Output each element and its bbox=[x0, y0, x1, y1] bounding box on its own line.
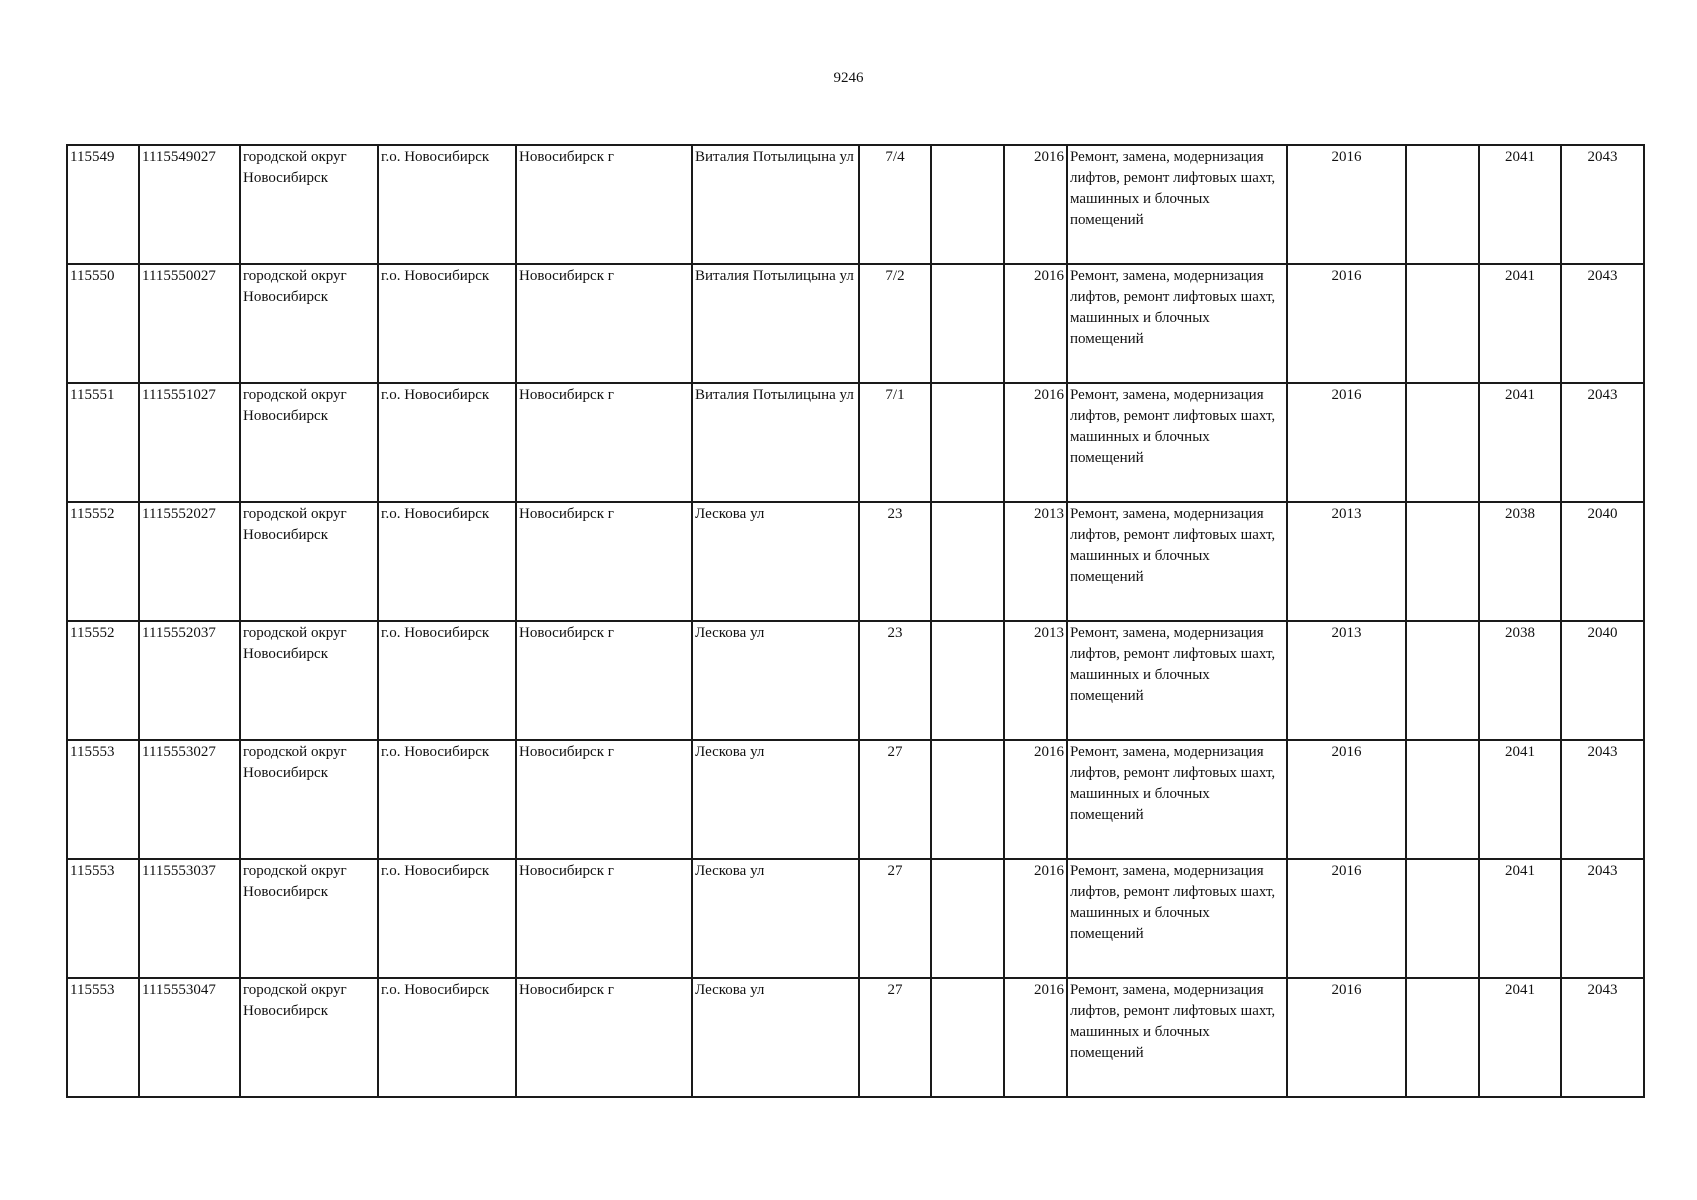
municipality-cell: городской округ Новосибирск bbox=[240, 621, 378, 740]
element-id-cell: 1115553037 bbox=[139, 859, 240, 978]
year-cell: 2016 bbox=[1004, 383, 1067, 502]
element-id-cell: 1115553047 bbox=[139, 978, 240, 1097]
table-row bbox=[67, 859, 1644, 978]
locality-cell: Новосибирск г bbox=[516, 502, 692, 621]
planned-start-year-cell: 2041 bbox=[1479, 145, 1561, 264]
house-id-cell: 115552 bbox=[67, 621, 139, 740]
planned-start-year-cell: 2038 bbox=[1479, 502, 1561, 621]
planned-start-year-cell: 2041 bbox=[1479, 978, 1561, 1097]
empty-cell bbox=[931, 740, 1004, 859]
municipality-cell: городской округ Новосибирск bbox=[240, 978, 378, 1097]
empty-cell bbox=[931, 978, 1004, 1097]
planned-start-year-cell: 2041 bbox=[1479, 383, 1561, 502]
house-id-cell: 115549 bbox=[67, 145, 139, 264]
planned-end-year-cell: 2043 bbox=[1561, 978, 1644, 1097]
element-id-cell: 1115551027 bbox=[139, 383, 240, 502]
element-id-cell: 1115552027 bbox=[139, 502, 240, 621]
year-cell: 2016 bbox=[1004, 859, 1067, 978]
table-row bbox=[67, 383, 1644, 502]
house-number-cell: 27 bbox=[859, 740, 931, 859]
house-id-cell: 115551 bbox=[67, 383, 139, 502]
street-cell: Лескова ул bbox=[692, 502, 859, 621]
settlement-cell: г.о. Новосибирск bbox=[378, 264, 516, 383]
table-row bbox=[67, 621, 1644, 740]
municipality-cell: городской округ Новосибирск bbox=[240, 859, 378, 978]
street-cell: Виталия Потылицына ул bbox=[692, 264, 859, 383]
table-row bbox=[67, 502, 1644, 621]
table-row bbox=[67, 264, 1644, 383]
planned-end-year-cell: 2043 bbox=[1561, 264, 1644, 383]
locality-cell: Новосибирск г bbox=[516, 264, 692, 383]
planned-start-year-cell: 2041 bbox=[1479, 264, 1561, 383]
empty-cell bbox=[931, 383, 1004, 502]
last-repair-year-cell: 2016 bbox=[1287, 859, 1406, 978]
year-cell: 2013 bbox=[1004, 502, 1067, 621]
house-number-cell: 27 bbox=[859, 978, 931, 1097]
work-type-cell: Ремонт, замена, модернизация лифтов, ремонт лифтовых шахт, машинных и блочных помещений bbox=[1067, 502, 1287, 621]
street-cell: Виталия Потылицына ул bbox=[692, 145, 859, 264]
planned-end-year-cell: 2040 bbox=[1561, 502, 1644, 621]
register-body bbox=[67, 145, 1644, 1097]
year-cell: 2013 bbox=[1004, 621, 1067, 740]
element-id-cell: 1115552037 bbox=[139, 621, 240, 740]
work-type-cell: Ремонт, замена, модернизация лифтов, ремонт лифтовых шахт, машинных и блочных помещений bbox=[1067, 264, 1287, 383]
page-number: 9246 bbox=[833, 70, 864, 86]
element-id-cell: 1115549027 bbox=[139, 145, 240, 264]
locality-cell: Новосибирск г bbox=[516, 621, 692, 740]
locality-cell: Новосибирск г bbox=[516, 145, 692, 264]
last-repair-year-cell: 2016 bbox=[1287, 978, 1406, 1097]
year-cell: 2016 bbox=[1004, 978, 1067, 1097]
planned-end-year-cell: 2043 bbox=[1561, 740, 1644, 859]
municipality-cell: городской округ Новосибирск bbox=[240, 502, 378, 621]
house-id-cell: 115552 bbox=[67, 502, 139, 621]
empty-cell bbox=[931, 859, 1004, 978]
empty-cell bbox=[1406, 145, 1479, 264]
house-id-cell: 115553 bbox=[67, 859, 139, 978]
house-number-cell: 23 bbox=[859, 621, 931, 740]
empty-cell bbox=[1406, 740, 1479, 859]
last-repair-year-cell: 2013 bbox=[1287, 502, 1406, 621]
street-cell: Лескова ул bbox=[692, 621, 859, 740]
planned-start-year-cell: 2041 bbox=[1479, 740, 1561, 859]
year-cell: 2016 bbox=[1004, 145, 1067, 264]
house-id-cell: 115550 bbox=[67, 264, 139, 383]
municipality-cell: городской округ Новосибирск bbox=[240, 383, 378, 502]
year-cell: 2016 bbox=[1004, 740, 1067, 859]
house-number-cell: 7/4 bbox=[859, 145, 931, 264]
table-row bbox=[67, 145, 1644, 264]
house-number-cell: 27 bbox=[859, 859, 931, 978]
settlement-cell: г.о. Новосибирск bbox=[378, 502, 516, 621]
locality-cell: Новосибирск г bbox=[516, 859, 692, 978]
planned-end-year-cell: 2043 bbox=[1561, 145, 1644, 264]
planned-start-year-cell: 2041 bbox=[1479, 859, 1561, 978]
element-id-cell: 1115553027 bbox=[139, 740, 240, 859]
street-cell: Лескова ул bbox=[692, 859, 859, 978]
house-id-cell: 115553 bbox=[67, 740, 139, 859]
municipality-cell: городской округ Новосибирск bbox=[240, 145, 378, 264]
locality-cell: Новосибирск г bbox=[516, 740, 692, 859]
last-repair-year-cell: 2016 bbox=[1287, 145, 1406, 264]
work-type-cell: Ремонт, замена, модернизация лифтов, ремонт лифтовых шахт, машинных и блочных помещений bbox=[1067, 621, 1287, 740]
work-type-cell: Ремонт, замена, модернизация лифтов, ремонт лифтовых шахт, машинных и блочных помещений bbox=[1067, 978, 1287, 1097]
settlement-cell: г.о. Новосибирск bbox=[378, 978, 516, 1097]
municipality-cell: городской округ Новосибирск bbox=[240, 740, 378, 859]
last-repair-year-cell: 2016 bbox=[1287, 264, 1406, 383]
year-cell: 2016 bbox=[1004, 264, 1067, 383]
empty-cell bbox=[931, 621, 1004, 740]
locality-cell: Новосибирск г bbox=[516, 383, 692, 502]
empty-cell bbox=[1406, 264, 1479, 383]
empty-cell bbox=[1406, 978, 1479, 1097]
house-id-cell: 115553 bbox=[67, 978, 139, 1097]
settlement-cell: г.о. Новосибирск bbox=[378, 145, 516, 264]
locality-cell: Новосибирск г bbox=[516, 978, 692, 1097]
empty-cell bbox=[1406, 621, 1479, 740]
work-type-cell: Ремонт, замена, модернизация лифтов, ремонт лифтовых шахт, машинных и блочных помещений bbox=[1067, 740, 1287, 859]
house-number-cell: 23 bbox=[859, 502, 931, 621]
street-cell: Лескова ул bbox=[692, 978, 859, 1097]
empty-cell bbox=[1406, 383, 1479, 502]
street-cell: Виталия Потылицына ул bbox=[692, 383, 859, 502]
table-row bbox=[67, 978, 1644, 1097]
settlement-cell: г.о. Новосибирск bbox=[378, 383, 516, 502]
planned-start-year-cell: 2038 bbox=[1479, 621, 1561, 740]
empty-cell bbox=[931, 502, 1004, 621]
house-number-cell: 7/1 bbox=[859, 383, 931, 502]
last-repair-year-cell: 2013 bbox=[1287, 621, 1406, 740]
work-type-cell: Ремонт, замена, модернизация лифтов, ремонт лифтовых шахт, машинных и блочных помещений bbox=[1067, 383, 1287, 502]
house-number-cell: 7/2 bbox=[859, 264, 931, 383]
work-type-cell: Ремонт, замена, модернизация лифтов, ремонт лифтовых шахт, машинных и блочных помещений bbox=[1067, 859, 1287, 978]
register-table bbox=[66, 144, 1645, 1098]
table-row bbox=[67, 740, 1644, 859]
element-id-cell: 1115550027 bbox=[139, 264, 240, 383]
planned-end-year-cell: 2043 bbox=[1561, 859, 1644, 978]
municipality-cell: городской округ Новосибирск bbox=[240, 264, 378, 383]
empty-cell bbox=[931, 145, 1004, 264]
planned-end-year-cell: 2043 bbox=[1561, 383, 1644, 502]
street-cell: Лескова ул bbox=[692, 740, 859, 859]
empty-cell bbox=[1406, 859, 1479, 978]
work-type-cell: Ремонт, замена, модернизация лифтов, ремонт лифтовых шахт, машинных и блочных помещений bbox=[1067, 145, 1287, 264]
last-repair-year-cell: 2016 bbox=[1287, 383, 1406, 502]
settlement-cell: г.о. Новосибирск bbox=[378, 859, 516, 978]
empty-cell bbox=[1406, 502, 1479, 621]
settlement-cell: г.о. Новосибирск bbox=[378, 621, 516, 740]
last-repair-year-cell: 2016 bbox=[1287, 740, 1406, 859]
planned-end-year-cell: 2040 bbox=[1561, 621, 1644, 740]
settlement-cell: г.о. Новосибирск bbox=[378, 740, 516, 859]
empty-cell bbox=[931, 264, 1004, 383]
